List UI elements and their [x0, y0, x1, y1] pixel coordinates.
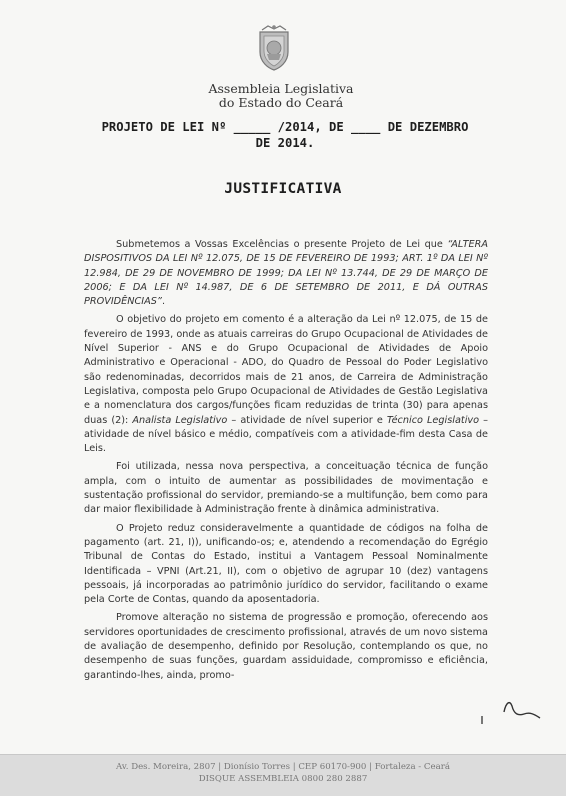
footer-phone: DISQUE ASSEMBLEIA 0800 280 2887: [198, 774, 368, 784]
bill-title-line1: PROJETO DE LEI Nº _____ /2014, DE ____ DE DEZEMBRO: [101, 120, 469, 134]
paragraph-1-law-reference: “ALTERA DISPOSITIVOS DA LEI Nº 12.075, DE 15 DE FEVEREIRO DE 1993; ART. 1º DA LEI Nº 12.984, DE 29 DE NOVEMBRO DE 1999; DA LEI Nº 13.744, DE 29 DE MARÇO DE 2006; E DA LEI Nº 14.987, DE 6 DE SETEMBRO DE 2011, E DÁ OUTRAS PROVIDÊNCIAS”: [84, 239, 488, 308]
paragraph-1: [84, 238, 488, 309]
paragraph-5: Promove alteração no sistema de progressão e promoção, oferecendo aos servidores oportunidades de crescimento profissional, através de um novo sistema de avaliação de desempenho, definido por Resolução, contemplando os que, no desempenho de suas funções, guardam assiduidade, compromisso e eficiência, garantindo-lhes, ainda, promo-: [84, 612, 488, 681]
footer-address: Av. Des. Moreira, 2807 | Dionísio Torres | CEP 60170-900 | Fortaleza - Ceará: [116, 762, 450, 772]
institution-name-line2: do Estado do Ceará: [218, 95, 344, 110]
paragraph-2-part2: – atividade de nível superior e: [227, 414, 387, 426]
paragraph-3: Foi utilizada, nessa nova perspectiva, a conceituação técnica de função ampla, com o intuito de aumentar as possibilidades de movimentação e sustentação profissional do servidor, premiando-se a multifunção, bem como para dar maior flexibilidade à Administração frente à dinâmica administrativa.: [84, 461, 488, 516]
paragraph-1-tail: .: [161, 296, 166, 308]
paragraph-1-lead: Submetemos a Vossas Excelências o presente Projeto de Lei que: [116, 239, 448, 250]
document-body: [84, 238, 488, 687]
paragraph-2-part3: – atividade de nível básico e médio, compatíveis com a atividade-fim desta Casa de Leis.: [84, 414, 488, 455]
paragraph-4: O Projeto reduz consideravelmente a quantidade de códigos na folha de pagamento (art. 21, I)), unificando-os; e, atendendo a recomendação do Egrégio Tribunal de Contas do Estado, institui a Vantagem Pessoal Nominalmente Identificada – VPNI (Art.21, II), com o objetivo de agrupar 10 (dez) vantagens pessoais, já incorporadas ao patrimônio jurídico do servidor, facilitando o exame pela Corte de Contas, quando da aposentadoria.: [84, 522, 488, 606]
signature-initial: [476, 694, 546, 730]
section-title: JUSTIFICATIVA: [224, 181, 342, 197]
paragraph-2-technician-term: Técnico Legislativo: [386, 414, 480, 426]
paragraph-2-analyst-term: Analista Legislativo: [132, 414, 228, 426]
paragraph-2: [84, 313, 488, 456]
paragraph-2-part1: O objetivo do projeto em comento é a alteração da Lei nº 12.075, de 15 de fevereiro de 1993, onde as atuais carreiras do Grupo Ocupacional de Atividades de Nível Superior - ANS e do Grupo Ocupacional de Atividades de Apoio Administrativo e Operacional - ADO, do Quadro de Pessoal do Poder Legislativo são redenominadas, decorridos mais de 21 anos, de Carreira de Administração Legislativa, composta pelo Grupo Ocupacional de Atividades de Gestão Legislativa e a nomenclatura dos cargos/funções ficam reduzidas de trinta (30) para apenas duas (2):: [84, 314, 488, 426]
page-footer: [0, 754, 566, 796]
institution-name-line1: Assembleia Legislativa: [208, 81, 354, 96]
bill-title-line2: DE 2014.: [255, 136, 315, 150]
coat-of-arms-icon: [256, 24, 292, 72]
